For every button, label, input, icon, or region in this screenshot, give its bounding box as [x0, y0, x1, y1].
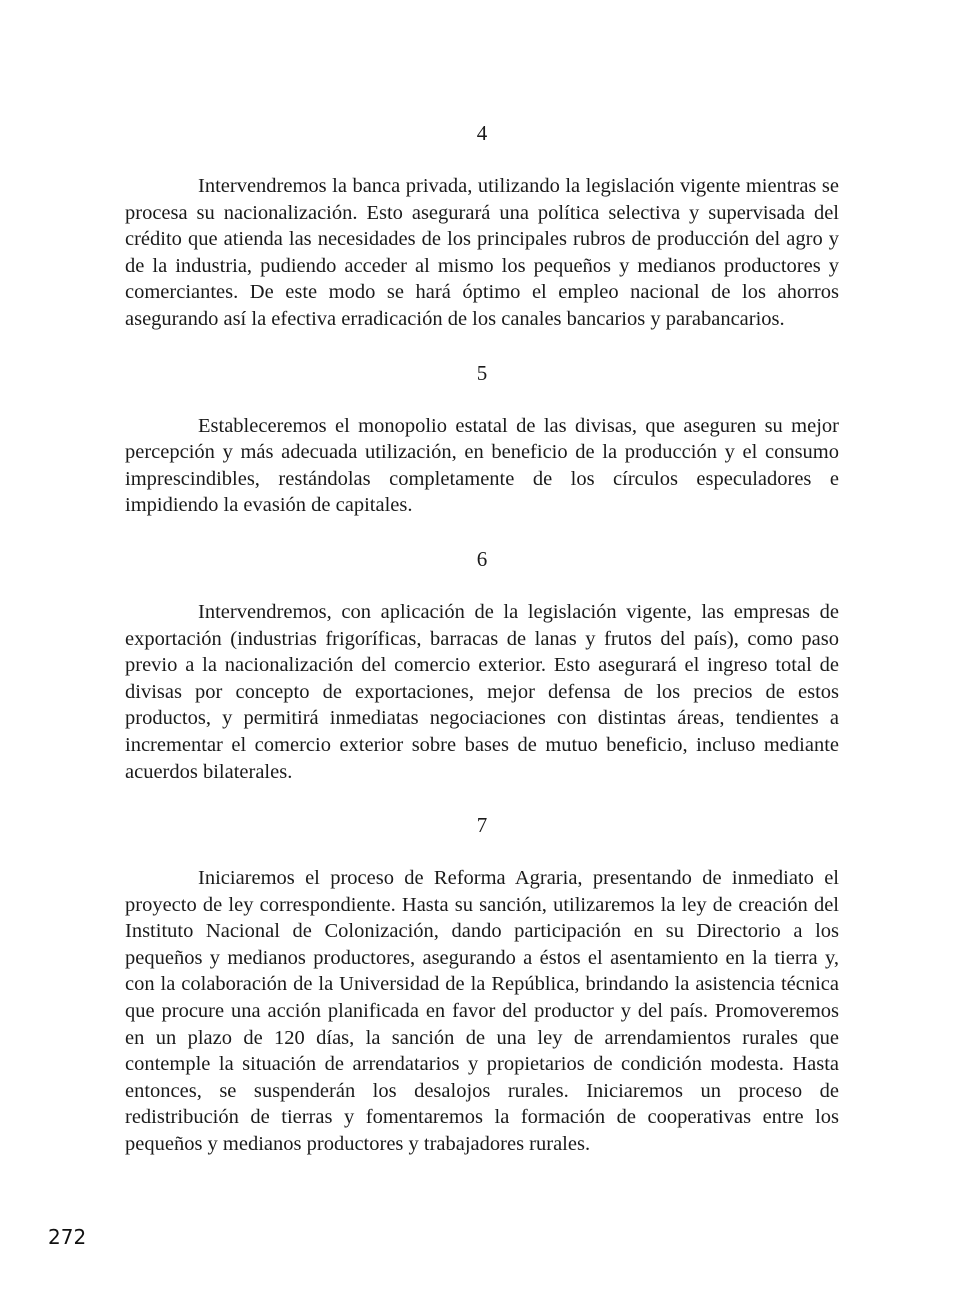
section-number-7: 7: [476, 813, 488, 838]
section-number-5: 5: [476, 360, 488, 385]
section-number-6: 6: [476, 546, 488, 571]
section-4-paragraph: Intervendremos la banca privada, utilizando la legislación vigente mientras se procesa su nacionalización. Esto asegurará una política selectiva y supervisada del crédito que atienda las necesidades de los principales rubros de producción del agro y de la industria, pudiendo acceder al mismo los pequeños y medianos productores y comerciantes. De este modo se hará óptimo el empleo nacional de los ahorros asegurando así la efectiva erradicación de los canales bancarios y parabancarios.: [125, 175, 839, 330]
document-body: [125, 120, 839, 1185]
page-number: 272: [48, 1225, 87, 1249]
section-number-4: 4: [476, 121, 488, 145]
section-5-paragraph: Estableceremos el monopolio estatal de las divisas, que aseguren su mejor percepción y más adecuada utilización, en beneficio de la producción y el consumo imprescindibles, restándolas completamente de los círculos especuladores e impidiendo la evasión de capitales.: [125, 414, 839, 517]
section-6-paragraph: Intervendremos, con aplicación de la legislación vigente, las empresas de exportación (industrias frigoríficas, barracas de lanas y frutos del país), como paso previo a la nacionalización del comercio exterior. Esto asegurará el ingreso total de divisas por concepto de exportaciones, mejor defensa de los precios de estos productos, y permitirá inmediatas negociaciones con distintas áreas, tendientes a incrementar el comercio exterior sobre bases de mutuo beneficio, incluso mediante acuerdos bilaterales.: [125, 600, 839, 783]
section-7-paragraph: Iniciaremos el proceso de Reforma Agraria, presentando de inmediato el proyecto de ley correspondiente. Hasta su sanción, utilizaremos la ley de creación del Instituto Nacional de Colonización, dando participación en su Directorio a los pequeños y medianos productores, asegurando a éstos el asentamiento en la tierra y, con la colaboración de la Universidad de la República, brindando la asistencia técnica que procure una acción planificada en favor del productor y del país. Promoveremos en un plazo de 120 días, la sanción de una ley de arrendamientos rurales que contemple la situación de arrendatarios y propietarios de condición modesta. Hasta entonces, se suspenderán los desalojos rurales. Iniciaremos un proceso de redistribución de tierras y fomentaremos la formación de cooperativas entre los pequeños y medianos productores y trabajadores rurales.: [125, 867, 839, 1156]
